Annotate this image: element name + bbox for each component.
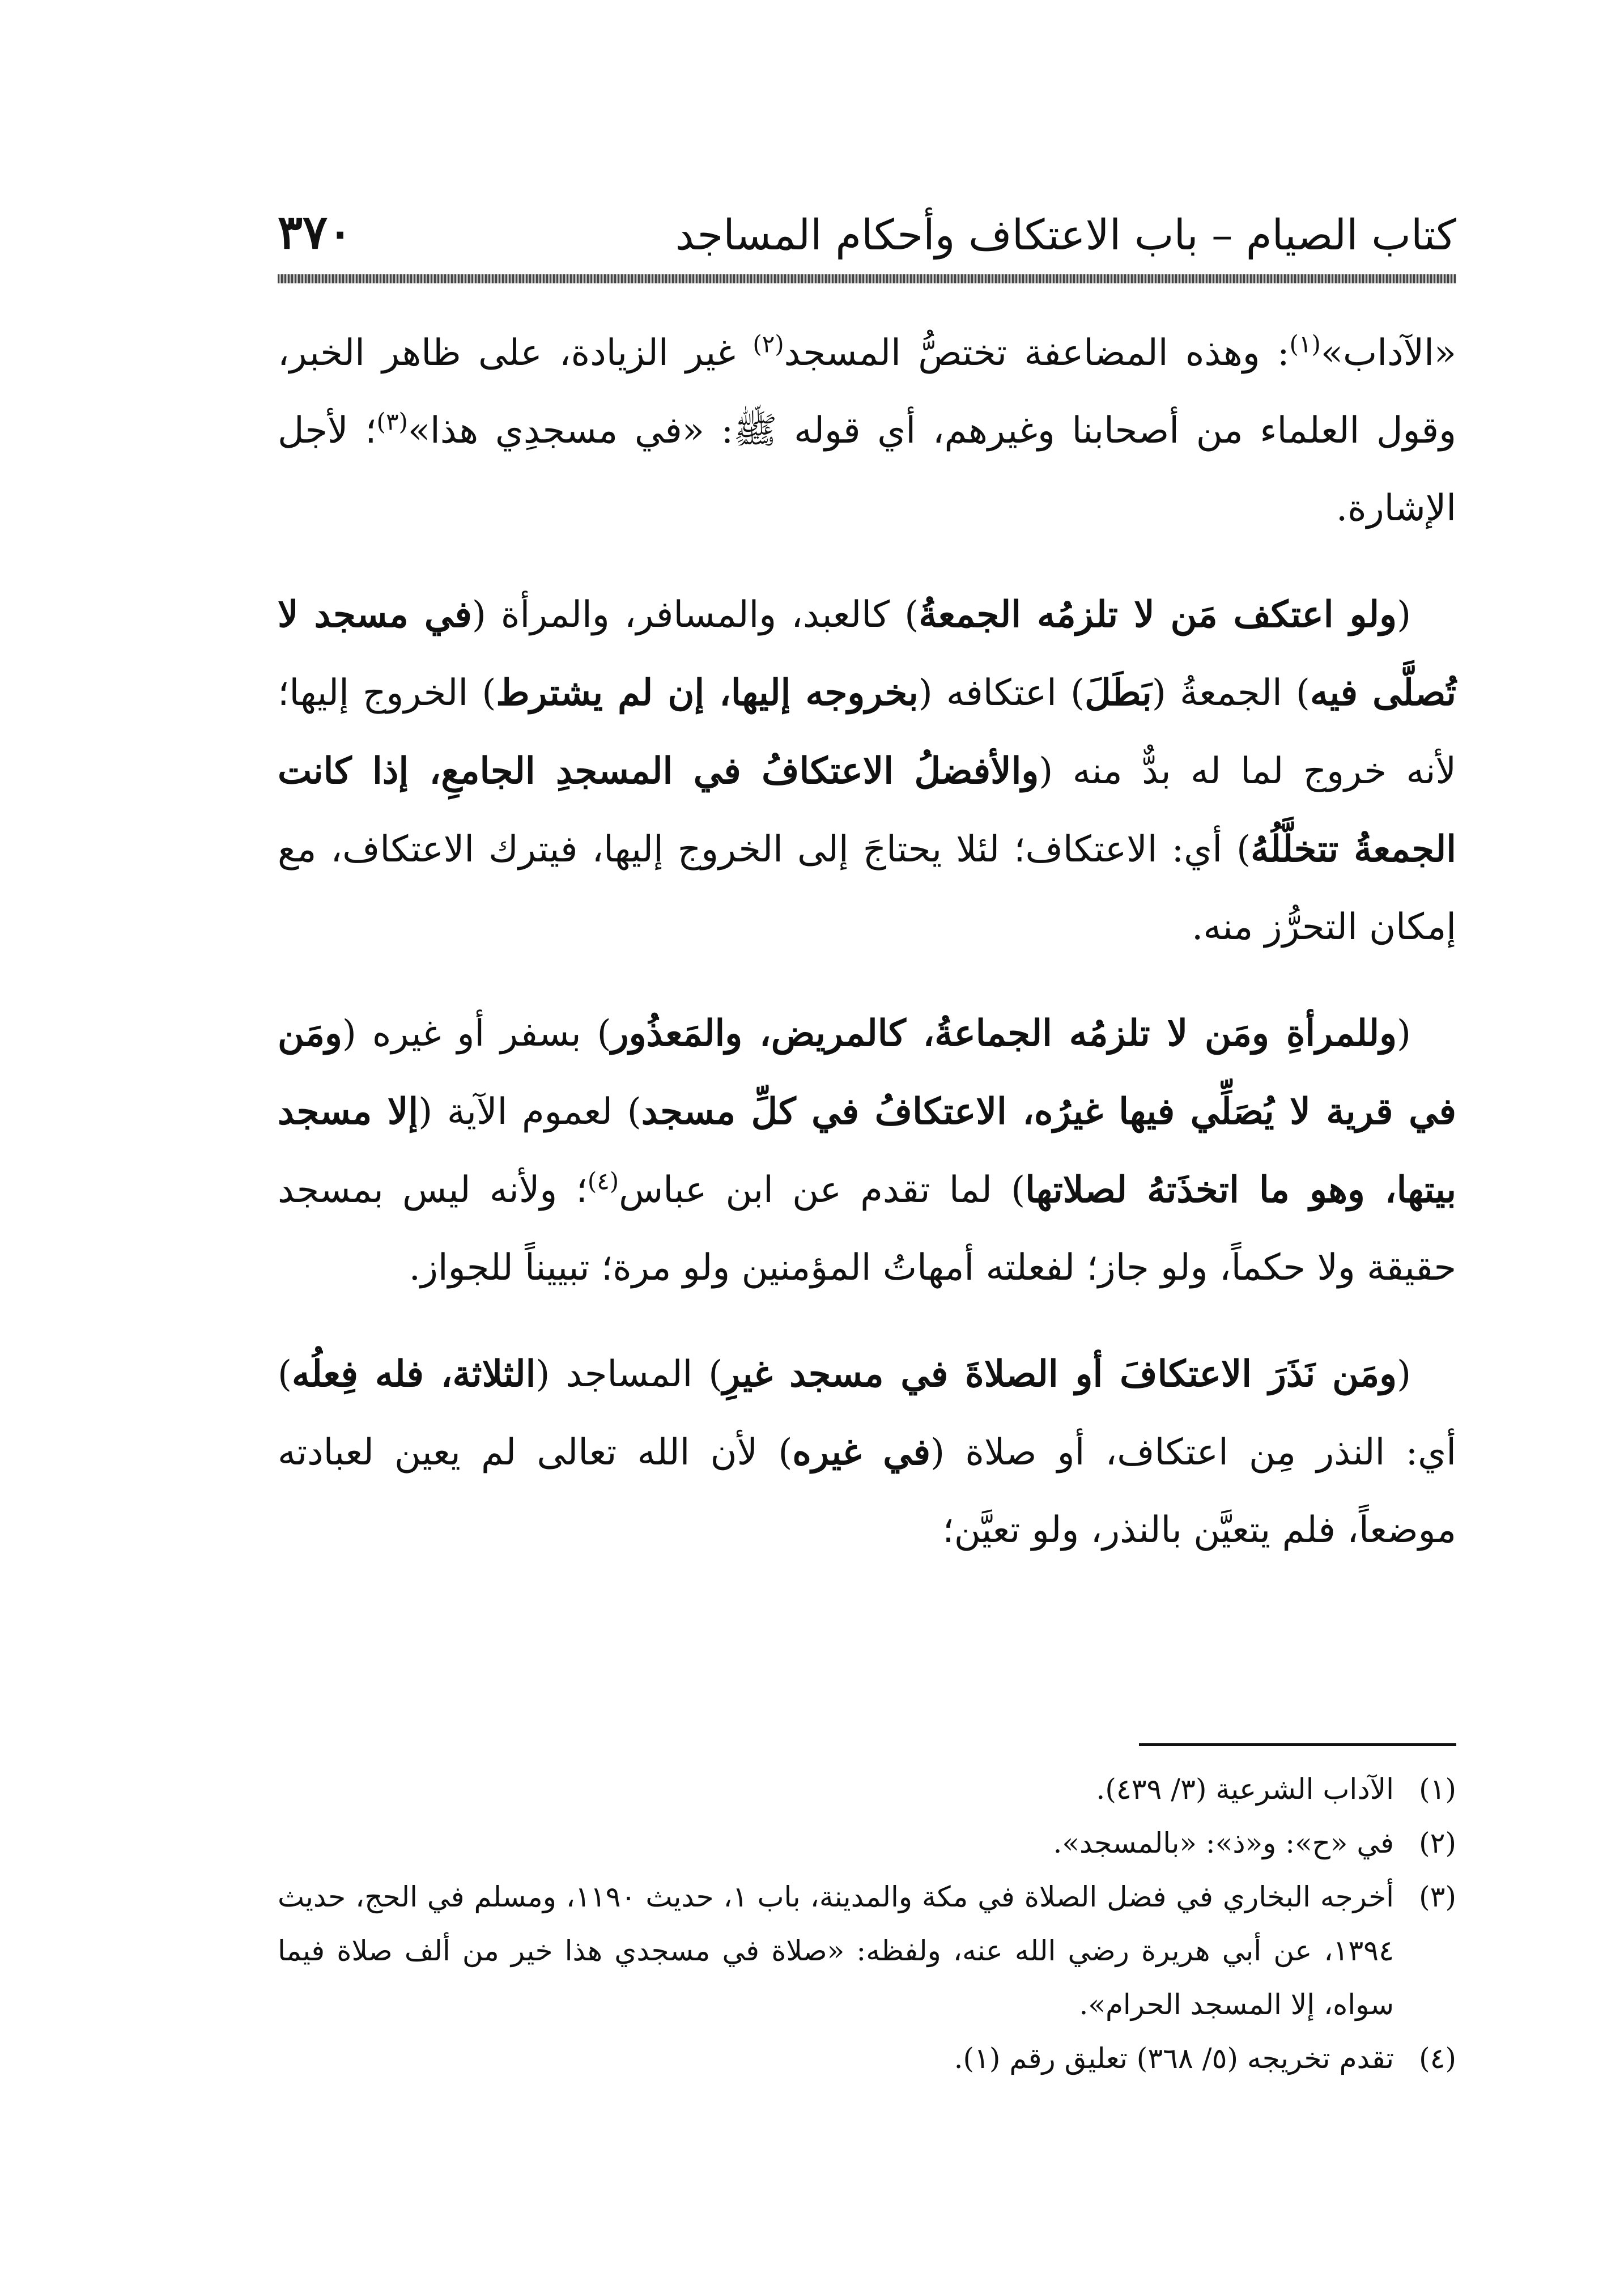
footnote-number: (٢) bbox=[1419, 1827, 1456, 1859]
sharh-text: ) الجمعةُ ( bbox=[1151, 672, 1310, 714]
footnotes bbox=[278, 1763, 1456, 2086]
body-paragraph bbox=[278, 315, 1456, 547]
header-divider bbox=[278, 274, 1456, 283]
footnote-text: في «ح»: و«ذ»: «بالمسجد». bbox=[1053, 1827, 1394, 1859]
sharh-text: ؛ ولأنه ليس بمسجد حقيقة ولا حكماً، ولو جاز؛ لفعلته أمهاتُ المؤمنين ولو مرة؛ تبييناً للجواز. bbox=[278, 1169, 1456, 1289]
running-title: كتاب الصيام – باب الاعتكاف وأحكام المساجد bbox=[675, 211, 1456, 260]
footnote-item bbox=[278, 1763, 1456, 1816]
sharh-text: ) لما تقدم عن ابن عباس bbox=[619, 1169, 1026, 1211]
footnote-item bbox=[278, 1816, 1456, 1870]
sharh-text: ) أي: الاعتكاف؛ لئلا يحتاجَ إلى الخروج إليها، فيترك الاعتكاف، مع إمكان التحرُّز منه. bbox=[278, 829, 1456, 948]
sharh-text: ) كالعبد، والمسافر، والمرأة ( bbox=[471, 594, 919, 636]
page-header bbox=[278, 198, 1456, 272]
sharh-text: ) أي: النذر مِن اعتكاف، أو صلاة ( bbox=[278, 1353, 1457, 1474]
matn-text: في غيره bbox=[792, 1431, 931, 1474]
matn-text: في مسجد لا تُصلَّى فيه bbox=[278, 593, 1457, 714]
footnote-text: أخرجه البخاري في فضل الصلاة في مكة والمدينة، باب ١، حديث ١١٩٠، ومسلم في الحج، حديث ١٣٩٤، عن أبي هريرة رضي الله عنه، ولفظه: «صلاة في مسجدي هذا خير من ألف صلاة فيما سواه، إلا المسجد الحرام». bbox=[278, 1880, 1394, 2021]
matn-text: الثلاثة، فله فِعلُه bbox=[291, 1353, 536, 1395]
sharh-text: غير الزيادة، على ظاهر الخبر، وقول العلماء من أصحابنا وغيرهم، أي قوله ﷺ: «في مسجدِي هذا» bbox=[278, 332, 1457, 452]
body-paragraph bbox=[278, 1335, 1456, 1569]
sharh-text: ( bbox=[1397, 1013, 1412, 1055]
footnote-number: (٣) bbox=[1419, 1880, 1456, 1913]
sharh-text: ؛ لأجل الإشارة. bbox=[278, 410, 1456, 529]
matn-text: وللمرأةِ ومَن لا تلزمُه الجماعةُ، كالمريض، والمَعذُور bbox=[611, 1012, 1397, 1055]
matn-text: ومَن نَذَرَ الاعتكافَ أو الصلاةَ في مسجد غيرِ bbox=[722, 1353, 1397, 1395]
footnote-reference: (٢) bbox=[753, 330, 784, 358]
sharh-text: ( bbox=[1397, 594, 1412, 636]
sharh-text: ) الخروج إليها؛ لأنه خروج لما له بدٌّ منه ( bbox=[278, 672, 1456, 792]
matn-text: بخروجه إليها، إن لم يشترط bbox=[496, 672, 919, 714]
footnote-divider bbox=[1139, 1743, 1456, 1746]
sharh-text: ( bbox=[1397, 1353, 1412, 1395]
body-paragraph bbox=[278, 576, 1456, 966]
footnote-text: تقدم تخريجه (٥/ ٣٦٨) تعليق رقم (١). bbox=[954, 2042, 1394, 2075]
matn-text: بَطَلَ bbox=[1085, 672, 1152, 714]
sharh-text: ) المساجد ( bbox=[535, 1353, 723, 1395]
footnote-reference: (٣) bbox=[376, 407, 408, 436]
footnote-item bbox=[278, 2032, 1456, 2086]
sharh-text: ) اعتكافه ( bbox=[918, 672, 1085, 714]
sharh-text: «الآداب» bbox=[1320, 332, 1457, 374]
matn-text: والأفضلُ الاعتكافُ في المسجدِ الجامعِ، إذا كانت الجمعةُ تتخلَّلُهُ bbox=[278, 750, 1457, 871]
matn-text: إلا مسجد بيتها، وهو ما اتخذَتهُ لصلاتها bbox=[278, 1090, 1457, 1211]
main-text bbox=[278, 315, 1456, 1598]
page-number: ٣٧٠ bbox=[278, 205, 353, 260]
sharh-text: : وهذه المضاعفة تختصُّ المسجد bbox=[784, 332, 1290, 374]
sharh-text: ) بسفر أو غيره ( bbox=[342, 1013, 611, 1055]
footnote-reference: (١) bbox=[1289, 330, 1321, 358]
footnote-number: (٤) bbox=[1419, 2042, 1456, 2075]
matn-text: ولو اعتكف مَن لا تلزمُه الجمعةُ bbox=[919, 593, 1397, 636]
footnote-item bbox=[278, 1870, 1456, 2032]
footnote-number: (١) bbox=[1419, 1773, 1456, 1806]
footnote-text: الآداب الشرعية (٣/ ٤٣٩). bbox=[1096, 1773, 1394, 1806]
footnote-reference: (٤) bbox=[587, 1167, 619, 1195]
sharh-text: ) لأن الله تعالى لم يعين لعبادته موضعاً، فلم يتعيَّن بالنذر، ولو تعيَّن؛ bbox=[278, 1432, 1456, 1551]
body-paragraph bbox=[278, 995, 1456, 1307]
matn-text: ومَن في قرية لا يُصَلِّي فيها غيرُه، الاعتكافُ في كلِّ مسجد bbox=[278, 1012, 1457, 1133]
sharh-text: ) لعموم الآية ( bbox=[418, 1091, 641, 1133]
